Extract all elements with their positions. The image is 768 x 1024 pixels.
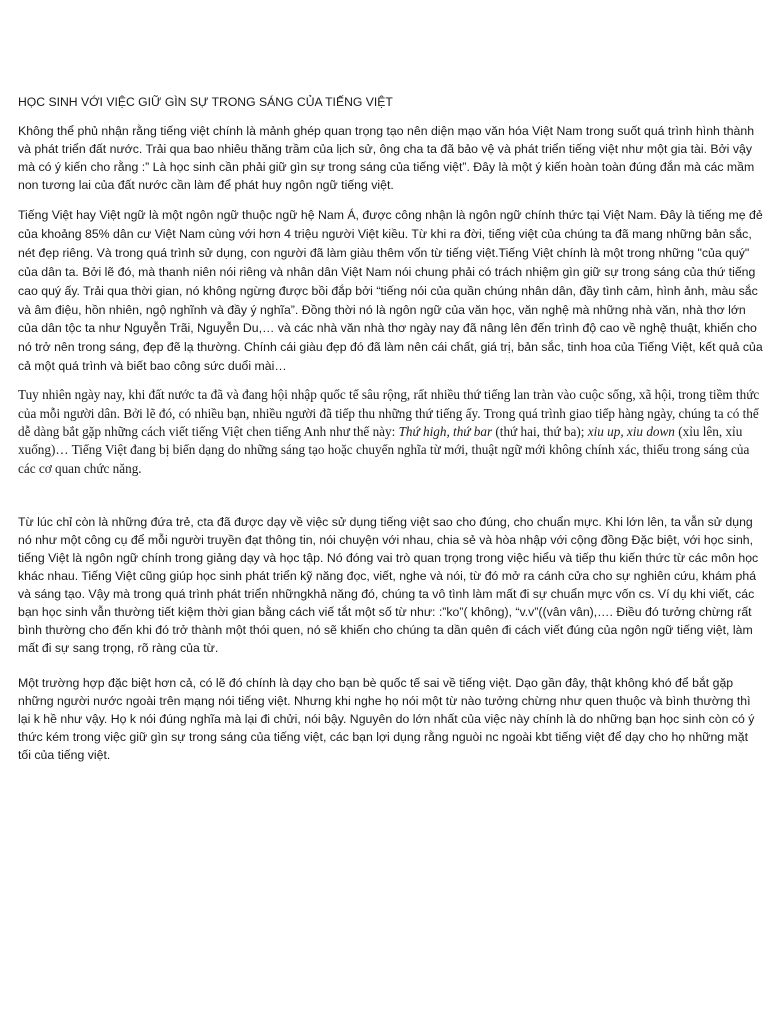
paragraph-5: Một trường hợp đặc biệt hơn cả, có lẽ đó chính là dạy cho bạn bè quốc tế sai về tiếng việt. Dạo gần đây, thật không khó để bắt gặp những người nước ngoài trên mạng nói tiếng việt. Nhưng khi nghe họ nói một từ nào tưởng chừng như quen thuộc và bình thường thì lại k hề như vậy. Họ k nói đúng nghĩa mà lại đi chửi, nói bậy. Nguyên do lớn nhất của việc này chính là do những bạn học sinh còn có ý thức kém trong việc giữ gìn sự trong sáng của tiếng việt, các bạn lợi dụng rằng nguòi nc ngoài kbt tiếng việt để dạy cho họ những mặt tối của tiếng việt. <box>18 676 755 762</box>
document-title: HỌC SINH VỚI VIỆC GIỮ GÌN SỰ TRONG SÁNG CỦA TIẾNG VIỆT <box>18 95 393 109</box>
paragraph-3-text-a: Tuy nhiên ngày nay, khi đất nước ta đã và đang hội nhập quốc tế sâu rộng, rất nhiều thứ tiếng lan tràn vào cuộc sống, xã hội, trong tiềm thức của mỗi người dân. Bởi lẽ đó, có nhiều bạn, nhiều người đã tiếp thu những thứ tiếng ấy. Trong quá trình giao tiếp hàng ngày, chúng ta có thể dễ dàng bắt gặp những cách viết tiếng Việt chen tiếng Anh như thế này: <box>18 387 760 439</box>
paragraph-1: Không thể phủ nhận rằng tiếng việt chính là mảnh ghép quan trọng tạo nên diện mạo văn hóa Việt Nam trong suốt quá trình hình thành và phát triển đất nước. Trải qua bao nhiêu thăng trầm của lịch sử, ông cha ta đã bảo vệ và phát triển tiếng việt như một gia tài. Bởi vậy mà có ý kiến cho rằng :” Là học sinh cần phải giữ gìn sự trong sáng của tiếng việt”. Đây là một ý kiến hoàn toàn đúng đắn mà các mầm non tương lai của đất nước cần làm để phát huy ngôn ngữ tiếng việt. <box>18 124 755 192</box>
paragraph-3-text-e: (xỉu lên, xỉu xuống)… Tiếng Việt đang bị biến dạng do những sáng tạo hoặc chuyển nghĩa từ mới, thuật ngữ mới không chính xác, thiếu trong sáng của các cơ quan chức năng. <box>18 423 750 476</box>
paragraph-3-italic-example-1: Thứ high, thứ bar <box>398 423 493 439</box>
paragraph-3-text-c: (thứ hai, thứ ba); <box>492 423 588 439</box>
document-body <box>18 94 763 776</box>
paragraph-2: Tiếng Việt hay Việt ngữ là một ngôn ngữ thuộc ngữ hệ Nam Á, được công nhận là ngôn ngữ chính thức tại Việt Nam. Đây là tiếng mẹ đẻ của khoảng 85% dân cư Việt Nam cùng với hơn 4 triệu người Việt kiều. Từ khi ra đời, tiếng việt của chúng ta đã mang những bản sắc, nét đẹp riêng. Và trong quá trình sử dụng, con người đã làm giàu thêm vốn từ tiếng việt.Tiếng Việt chính là một trong những "của quý" của dân ta. Bởi lẽ đó, mà thanh niên nói riêng và nhân dân Việt Nam nói chung phải có trách nhiệm gìn giữ sự trong sáng của thứ tiếng cao quý ấy. Trải qua thời gian, nó không ngừng được bồi đắp bởi “tiếng nói của quần chúng nhân dân, đầy tình cảm, hình ảnh, màu sắc và âm điệu, hồn nhiên, ngộ nghĩnh và đầy ý nghĩa”. Đồng thời nó là ngôn ngữ của văn học, văn nghệ mà những nhà văn, nhà thơ lớn của dân tộc ta như Nguyễn Trãi, Nguyễn Du,… và các nhà văn nhà thơ ngày nay đã nâng lên đến trình độ cao về nghệ thuật, khiến cho nó trở nên trong sáng, đẹp đẽ lạ thường. Chính cái giàu đẹp đó đã làm nên cái chất, giá trị, bản sắc, tinh hoa của Tiếng Việt, kết quả của cả một quá trình và biết bao công sức duổi mài… <box>18 208 763 374</box>
paragraph-3-italic-example-2: xiu up, xiu down <box>587 423 675 439</box>
paragraph-4: Từ lúc chỉ còn là những đứa trẻ, cta đã được dạy về việc sử dụng tiếng việt sao cho đúng, cho chuẩn mực. Khi lớn lên, ta vẫn sử dụng nó như một công cụ để mỗi người truyền đạt thông tin, nói chuyện với nhau, chia sẻ và hòa nhập với cộng đồng Đặc biệt, với học sinh, tiếng Việt là ngôn ngữ chính trong giảng dạy và học tập. Nó đóng vai trò quan trọng trong việc hiểu và tiếp thu kiến thức từ các môn học khác nhau. Tiếng Việt cũng giúp học sinh phát triển kỹ năng đọc, viết, nghe và nói, từ đó mở ra cánh cửa cho sự nghiên cứu, khám phá và sáng tạo. Vậy mà trong quá trình phát triển nhữngkhả năng đó, chúng ta vô tình làm mất đi sự chuẩn mực vốn cs. Ví dụ khi viết, các bạn học sinh vẫn thường tiết kiệm thời gian bằng cách viế tắt một số từ như: :”ko”( không), “v.v”((vân vân),…. Điều đó tưởng chừng rất bình thường cho đến khi đó trở thành một thói quen, nó sẽ khiến cho chúng ta dần quên đi cách viết đúng của ngôn ngữ tiếng việt, làm mất đi sự sang trọng, rõ ràng của từ. <box>18 515 759 655</box>
paragraph-3 <box>18 386 763 478</box>
